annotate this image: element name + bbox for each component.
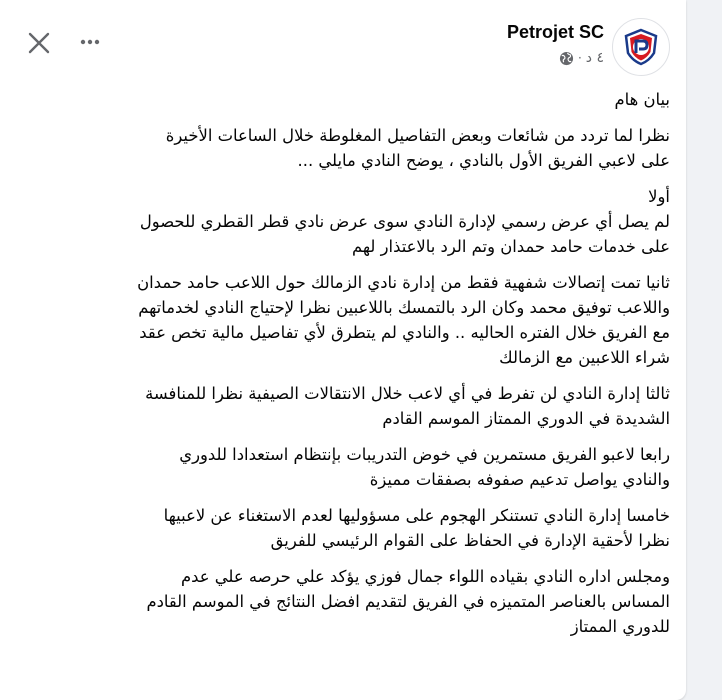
post-paragraph (22, 564, 670, 639)
post-text-line: الشديدة في الدوري الممتاز الموسم القادم (382, 409, 670, 428)
petrojet-logo-icon (621, 27, 661, 67)
post-text-line: بيان هام (614, 90, 670, 109)
post-text-line: والنادي يواصل تدعيم صفوفه بصفقات مميزة (369, 470, 670, 489)
post-text-line: لم يصل أي عرض رسمي لإدارة النادي سوى عرض نادي قطر القطري للحصول (139, 212, 670, 231)
post-text-line: رابعا لاعبو الفريق مستمرين في خوض التدريبات بإنتظام استعدادا للدوري (179, 445, 670, 464)
post-meta (559, 50, 604, 66)
page-avatar[interactable] (612, 18, 670, 76)
globe-icon[interactable] (559, 51, 574, 66)
post-paragraph (22, 87, 670, 112)
meta-separator: · (577, 51, 582, 65)
post-paragraph (22, 503, 670, 553)
post-time[interactable]: ٤ د (585, 50, 604, 66)
more-horizontal-icon[interactable] (76, 28, 104, 56)
post-text-line: على خدمات حامد حمدان وتم الرد بالاعتذار لهم (351, 237, 670, 256)
post-paragraph (22, 184, 670, 259)
post-text-line: نظرا لأحقية الإدارة في الحفاظ على القوام الرئيسي للفريق (270, 531, 670, 550)
post-text-line: للدوري الممتاز (570, 617, 670, 636)
post-text-line: ثالثا إدارة النادي لن تفرط في أي لاعب خلال الانتقالات الصيفية نظرا للمنافسة (145, 384, 670, 403)
post-text-line: أولا (648, 187, 670, 206)
post-text-line: خامسا إدارة النادي تستنكر الهجوم على مسؤوليها لعدم الاستغناء عن لاعبيها (163, 506, 670, 525)
post-paragraph (22, 381, 670, 431)
post-text-line: نظرا لما تردد من شائعات وبعض التفاصيل المغلوطة خلال الساعات الأخيرة (165, 126, 670, 145)
post-text-line: على لاعبي الفريق الأول بالنادي ، يوضح النادي مايلي ... (297, 151, 670, 170)
close-icon[interactable] (24, 28, 54, 58)
post-header (0, 0, 686, 84)
post-text-line: المساس بالعناصر المتميزه في الفريق لتقديم افضل النتائج في الموسم القادم (146, 592, 670, 611)
post-paragraph (22, 123, 670, 173)
post-text-line: ومجلس اداره النادي بقياده اللواء جمال فوزي يؤكد علي حرصه علي عدم (181, 567, 670, 586)
post-text (22, 87, 670, 650)
post-text-line: واللاعب توفيق محمد وكان الرد بالتمسك باللاعبين نظرا لإحتياج النادي لخدماتهم (138, 298, 670, 317)
post-text-line: ثانيا تمت إتصالات شفهية فقط من إدارة نادي الزمالك حول اللاعب حامد حمدان (137, 273, 670, 292)
post-paragraph (22, 270, 670, 370)
page-name-link[interactable]: Petrojet SC (506, 22, 604, 42)
post-text-line: شراء اللاعبين مع الزمالك (499, 348, 670, 367)
post-paragraph (22, 442, 670, 492)
post-text-line: مع الفريق خلال الفتره الحاليه .. والنادي لم يتطرق لأي تفاصيل مالية تخص عقد (139, 323, 670, 342)
